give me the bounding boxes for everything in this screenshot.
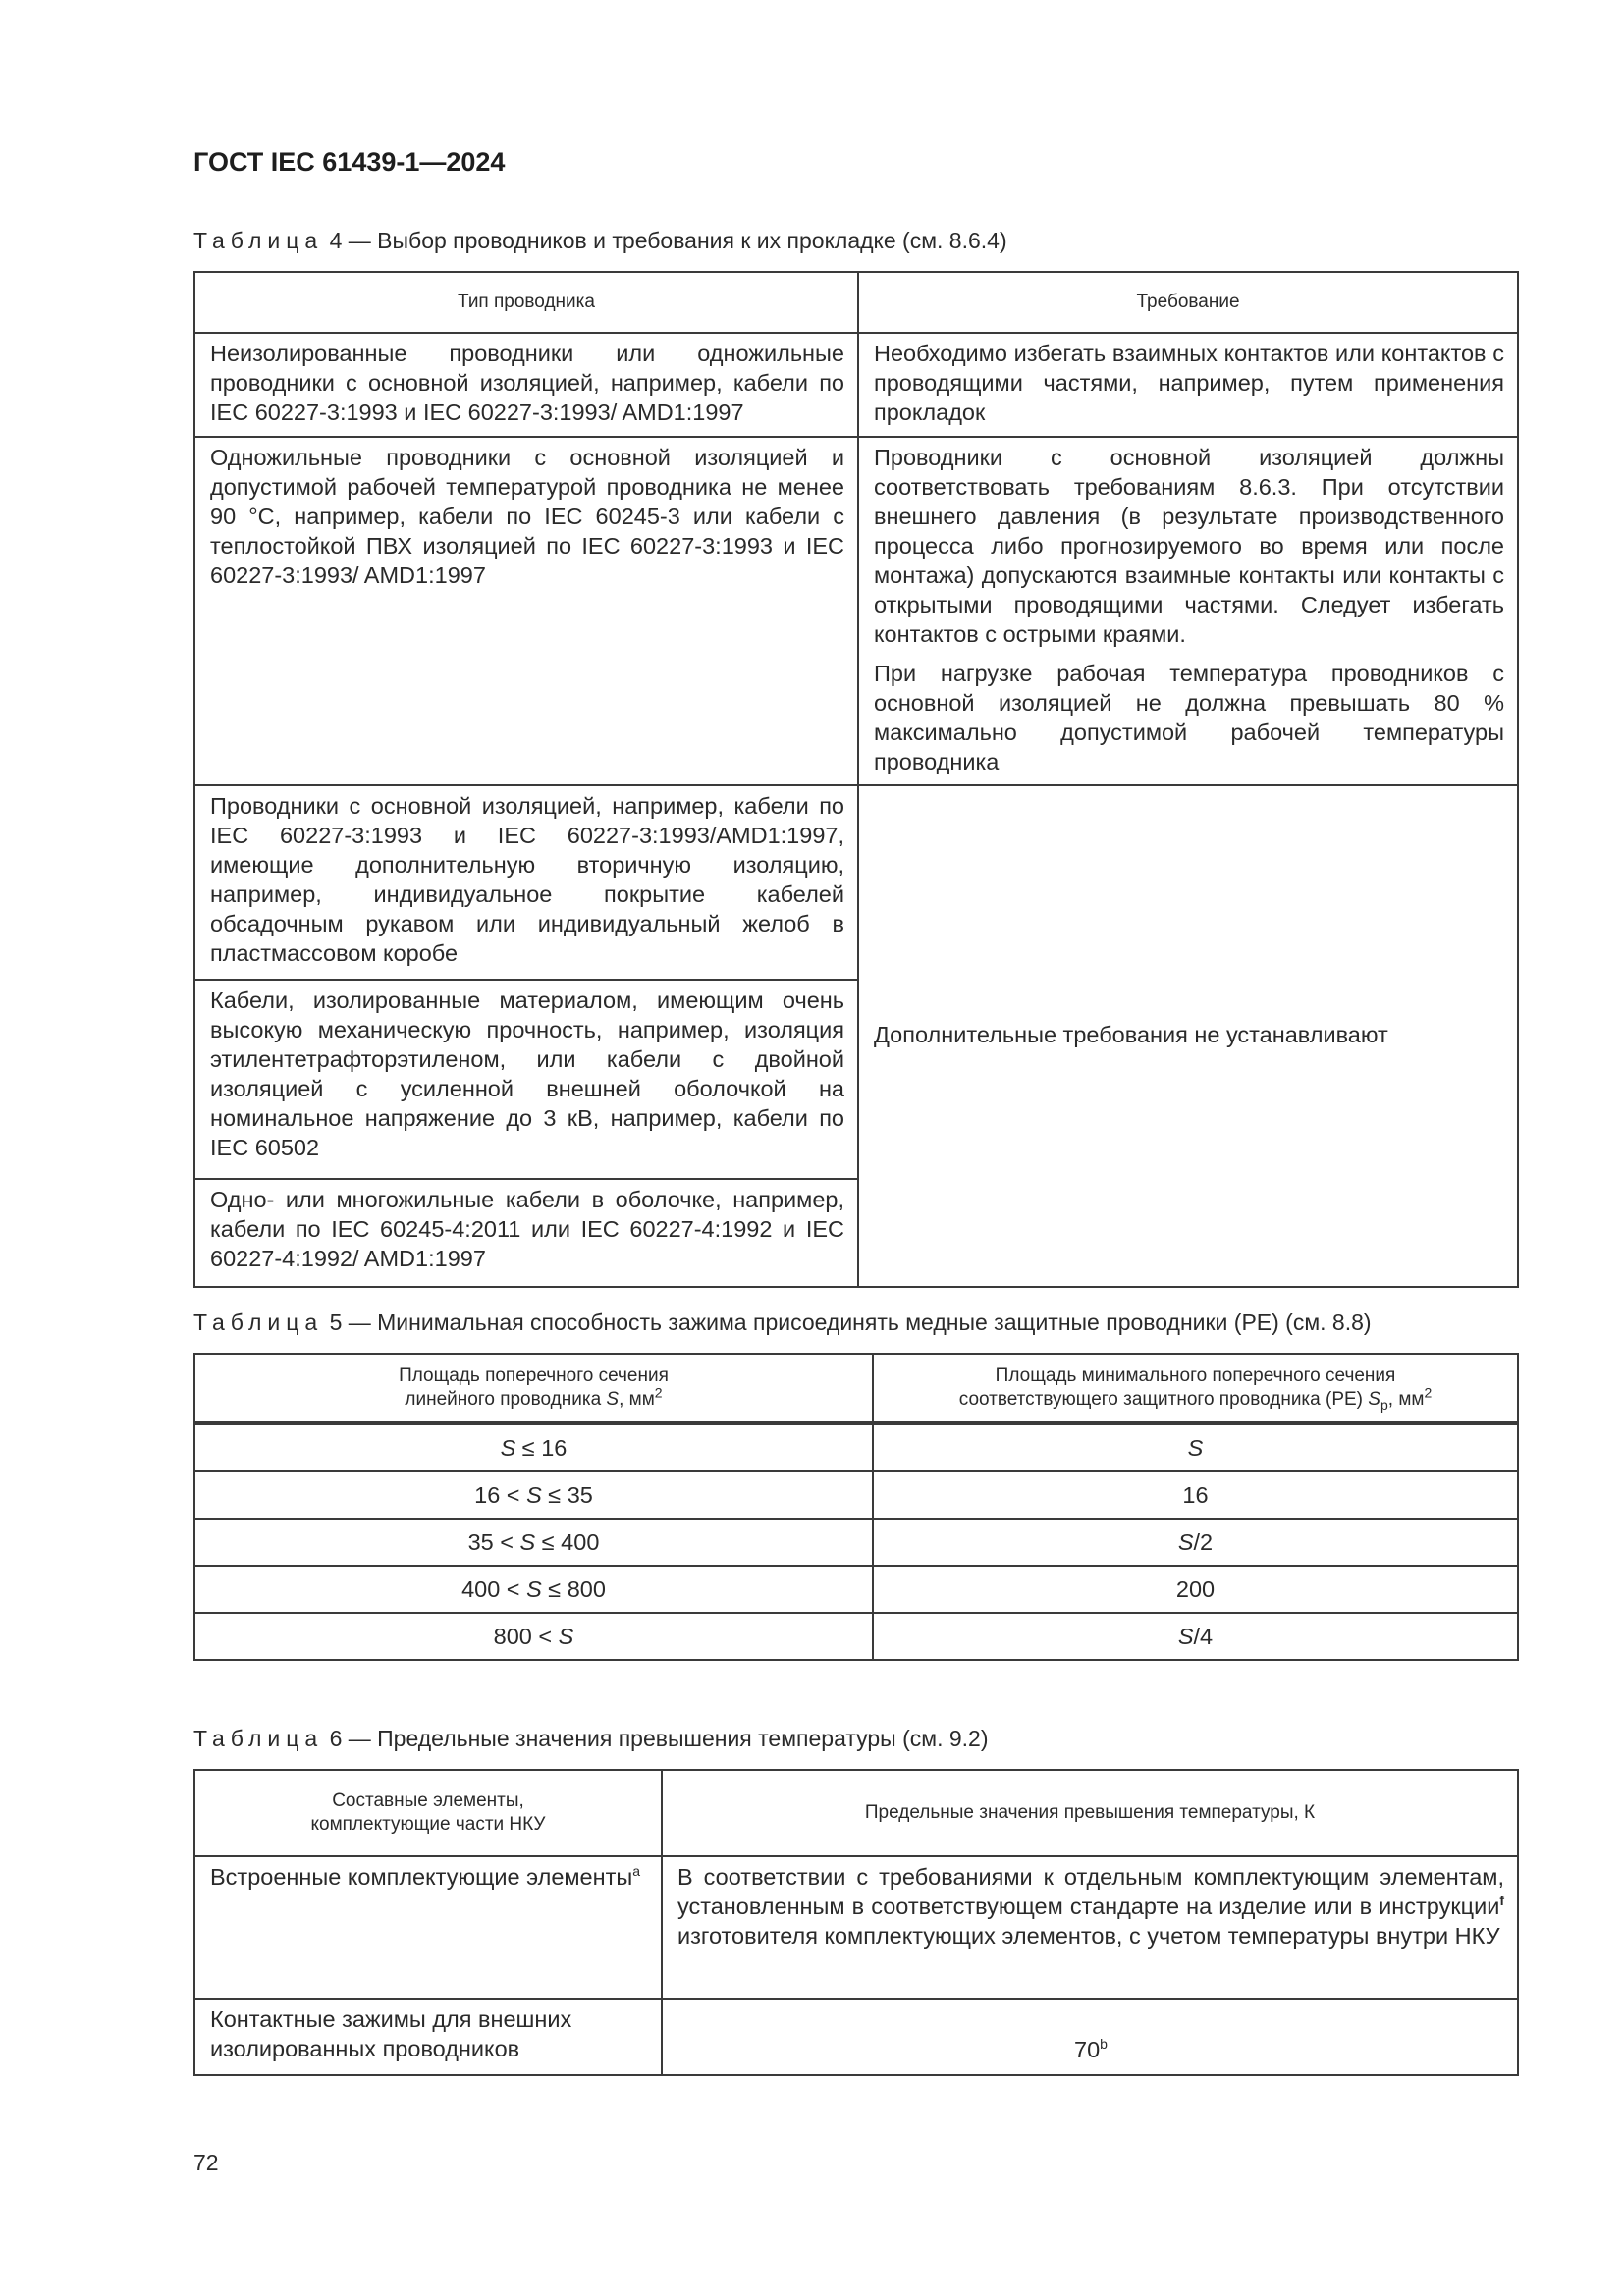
table6-header-components: Составные элементы, комплектующие части НКУ: [194, 1770, 662, 1856]
table5-r1-pe-section: S: [873, 1423, 1518, 1471]
table4-merged-requirement: Дополнительные требования не устанавливают: [858, 785, 1518, 1287]
table-row: [194, 1613, 1518, 1660]
table6-caption: [193, 1726, 989, 1752]
table6-r1-component: Встроенные комплектующие элементы$^a$: [194, 1856, 662, 1999]
table5-caption-word: Таблица: [193, 1309, 324, 1335]
table4-r2-requirement-para2: При нагрузке рабочая температура проводников с основной изоляцией не должна превышать 80 % максимально допустимой рабочей температуры проводника: [874, 661, 1504, 774]
table4-r2-requirement: [858, 437, 1518, 785]
table4-r1-conductor: Неизолированные проводники или одножильные проводники с основной изоляцией, например, кабели по IEC 60227-3:1993 и IEC 60227-3:1993/ AMD1:1997: [194, 333, 858, 437]
table5-r2-pe-section: 16: [873, 1471, 1518, 1519]
table4-caption-word: Таблица: [193, 228, 324, 253]
table5: [193, 1353, 1519, 1661]
table5-r5-line-section: 800 < S: [194, 1613, 873, 1660]
table5-r3-line-section: 35 < S ≤ 400: [194, 1519, 873, 1566]
table4-caption: [193, 228, 1007, 254]
table4-header-conductor-type: Тип проводника: [194, 272, 858, 333]
table4-r4-conductor: Кабели, изолированные материалом, имеющим очень высокую механическую прочность, например, изоляция этилентетрафторэтиленом, или кабели с двойной изоляцией с усиленной внешней оболочкой на номинальное напряжение до 3 кВ, например, кабели по IEC 60502: [194, 980, 858, 1179]
table6-caption-word: Таблица: [193, 1726, 324, 1751]
table5-r1-line-section: S ≤ 16: [194, 1423, 873, 1471]
table5-r4-line-section: 400 < S ≤ 800: [194, 1566, 873, 1613]
table4: [193, 271, 1519, 1288]
table-row: [194, 1566, 1518, 1613]
table4-r3-conductor: Проводники с основной изоляцией, например, кабели по IEC 60227-3:1993 и IEC 60227-3:1993/AMD1:1997, имеющие дополнительную вторичную изоляцию, например, индивидуальное покрытие кабелей обсадочным рукавом или индивидуальный желоб в пластмассовом коробе: [194, 785, 858, 980]
table6-r1-limit: В соответствии с требованиями к отдельным комплектующим элементам, установленным в соответствующем стандарте на изделие или в инструкции$^f$ изготовителя комплектующих элементов, с учетом температуры внутри НКУ: [662, 1856, 1518, 1999]
table5-r4-pe-section: 200: [873, 1566, 1518, 1613]
table-row: [194, 1519, 1518, 1566]
table-row: [194, 1471, 1518, 1519]
table4-r1-requirement: Необходимо избегать взаимных контактов или контактов с проводящими частями, например, путем применения прокладок: [858, 333, 1518, 437]
table5-r3-pe-section: S/2: [873, 1519, 1518, 1566]
table4-r5-conductor: Одно- или многожильные кабели в оболочке, например, кабели по IEC 60245-4:2011 или IEC 60227-4:1992 и IEC 60227-4:1992/ AMD1:1997: [194, 1179, 858, 1287]
table4-caption-text: 4 — Выбор проводников и требования к их прокладке (см. 8.6.4): [323, 228, 1007, 253]
table5-header-pe-conductor: Площадь минимального поперечного сечения соответствующего защитного проводника (PE) $S_p$, $мм^2$: [873, 1354, 1518, 1423]
table-row: [194, 1423, 1518, 1471]
table4-header-requirement: Требование: [858, 272, 1518, 333]
table5-r5-pe-section: S/4: [873, 1613, 1518, 1660]
table4-r2-conductor: Одножильные проводники с основной изоляцией и допустимой рабочей температурой проводника не менее 90 °С, например, кабели по IEC 60245-3 или кабели с теплостойкой ПВХ изоляцией по IEC 60227-3:1993 и IEC 60227-3:1993/ AMD1:1997: [194, 437, 858, 785]
table6: [193, 1769, 1519, 2076]
table6-r2-component: Контактные зажимы для внешних изолированных проводников: [194, 1999, 662, 2075]
table5-r2-line-section: 16 < S ≤ 35: [194, 1471, 873, 1519]
table6-caption-text: 6 — Предельные значения превышения температуры (см. 9.2): [323, 1726, 989, 1751]
table5-header-line-conductor: Площадь поперечного сечения линейного проводника S, $мм^2$: [194, 1354, 873, 1423]
table4-r2-requirement-para1: Проводники с основной изоляцией должны соответствовать требованиям 8.6.3. При отсутствии внешнего давления (в результате производственного процесса либо прогнозируемого во время или после монтажа) допускаются взаимные контакты или контакты с открытыми проводящими частями. Следует избегать контактов с острыми краями.: [874, 445, 1504, 647]
table6-r2-limit: 70$^b$: [662, 1999, 1518, 2075]
document-header: ГОСТ IEC 61439-1—2024: [193, 147, 506, 177]
table5-caption-text: 5 — Минимальная способность зажима присоединять медные защитные проводники (PE) (см. 8.8): [323, 1309, 1372, 1335]
table6-header-temperature-limits: Предельные значения превышения температуры, К: [662, 1770, 1518, 1856]
table5-caption: [193, 1309, 1372, 1336]
page-number: 72: [193, 2150, 219, 2175]
